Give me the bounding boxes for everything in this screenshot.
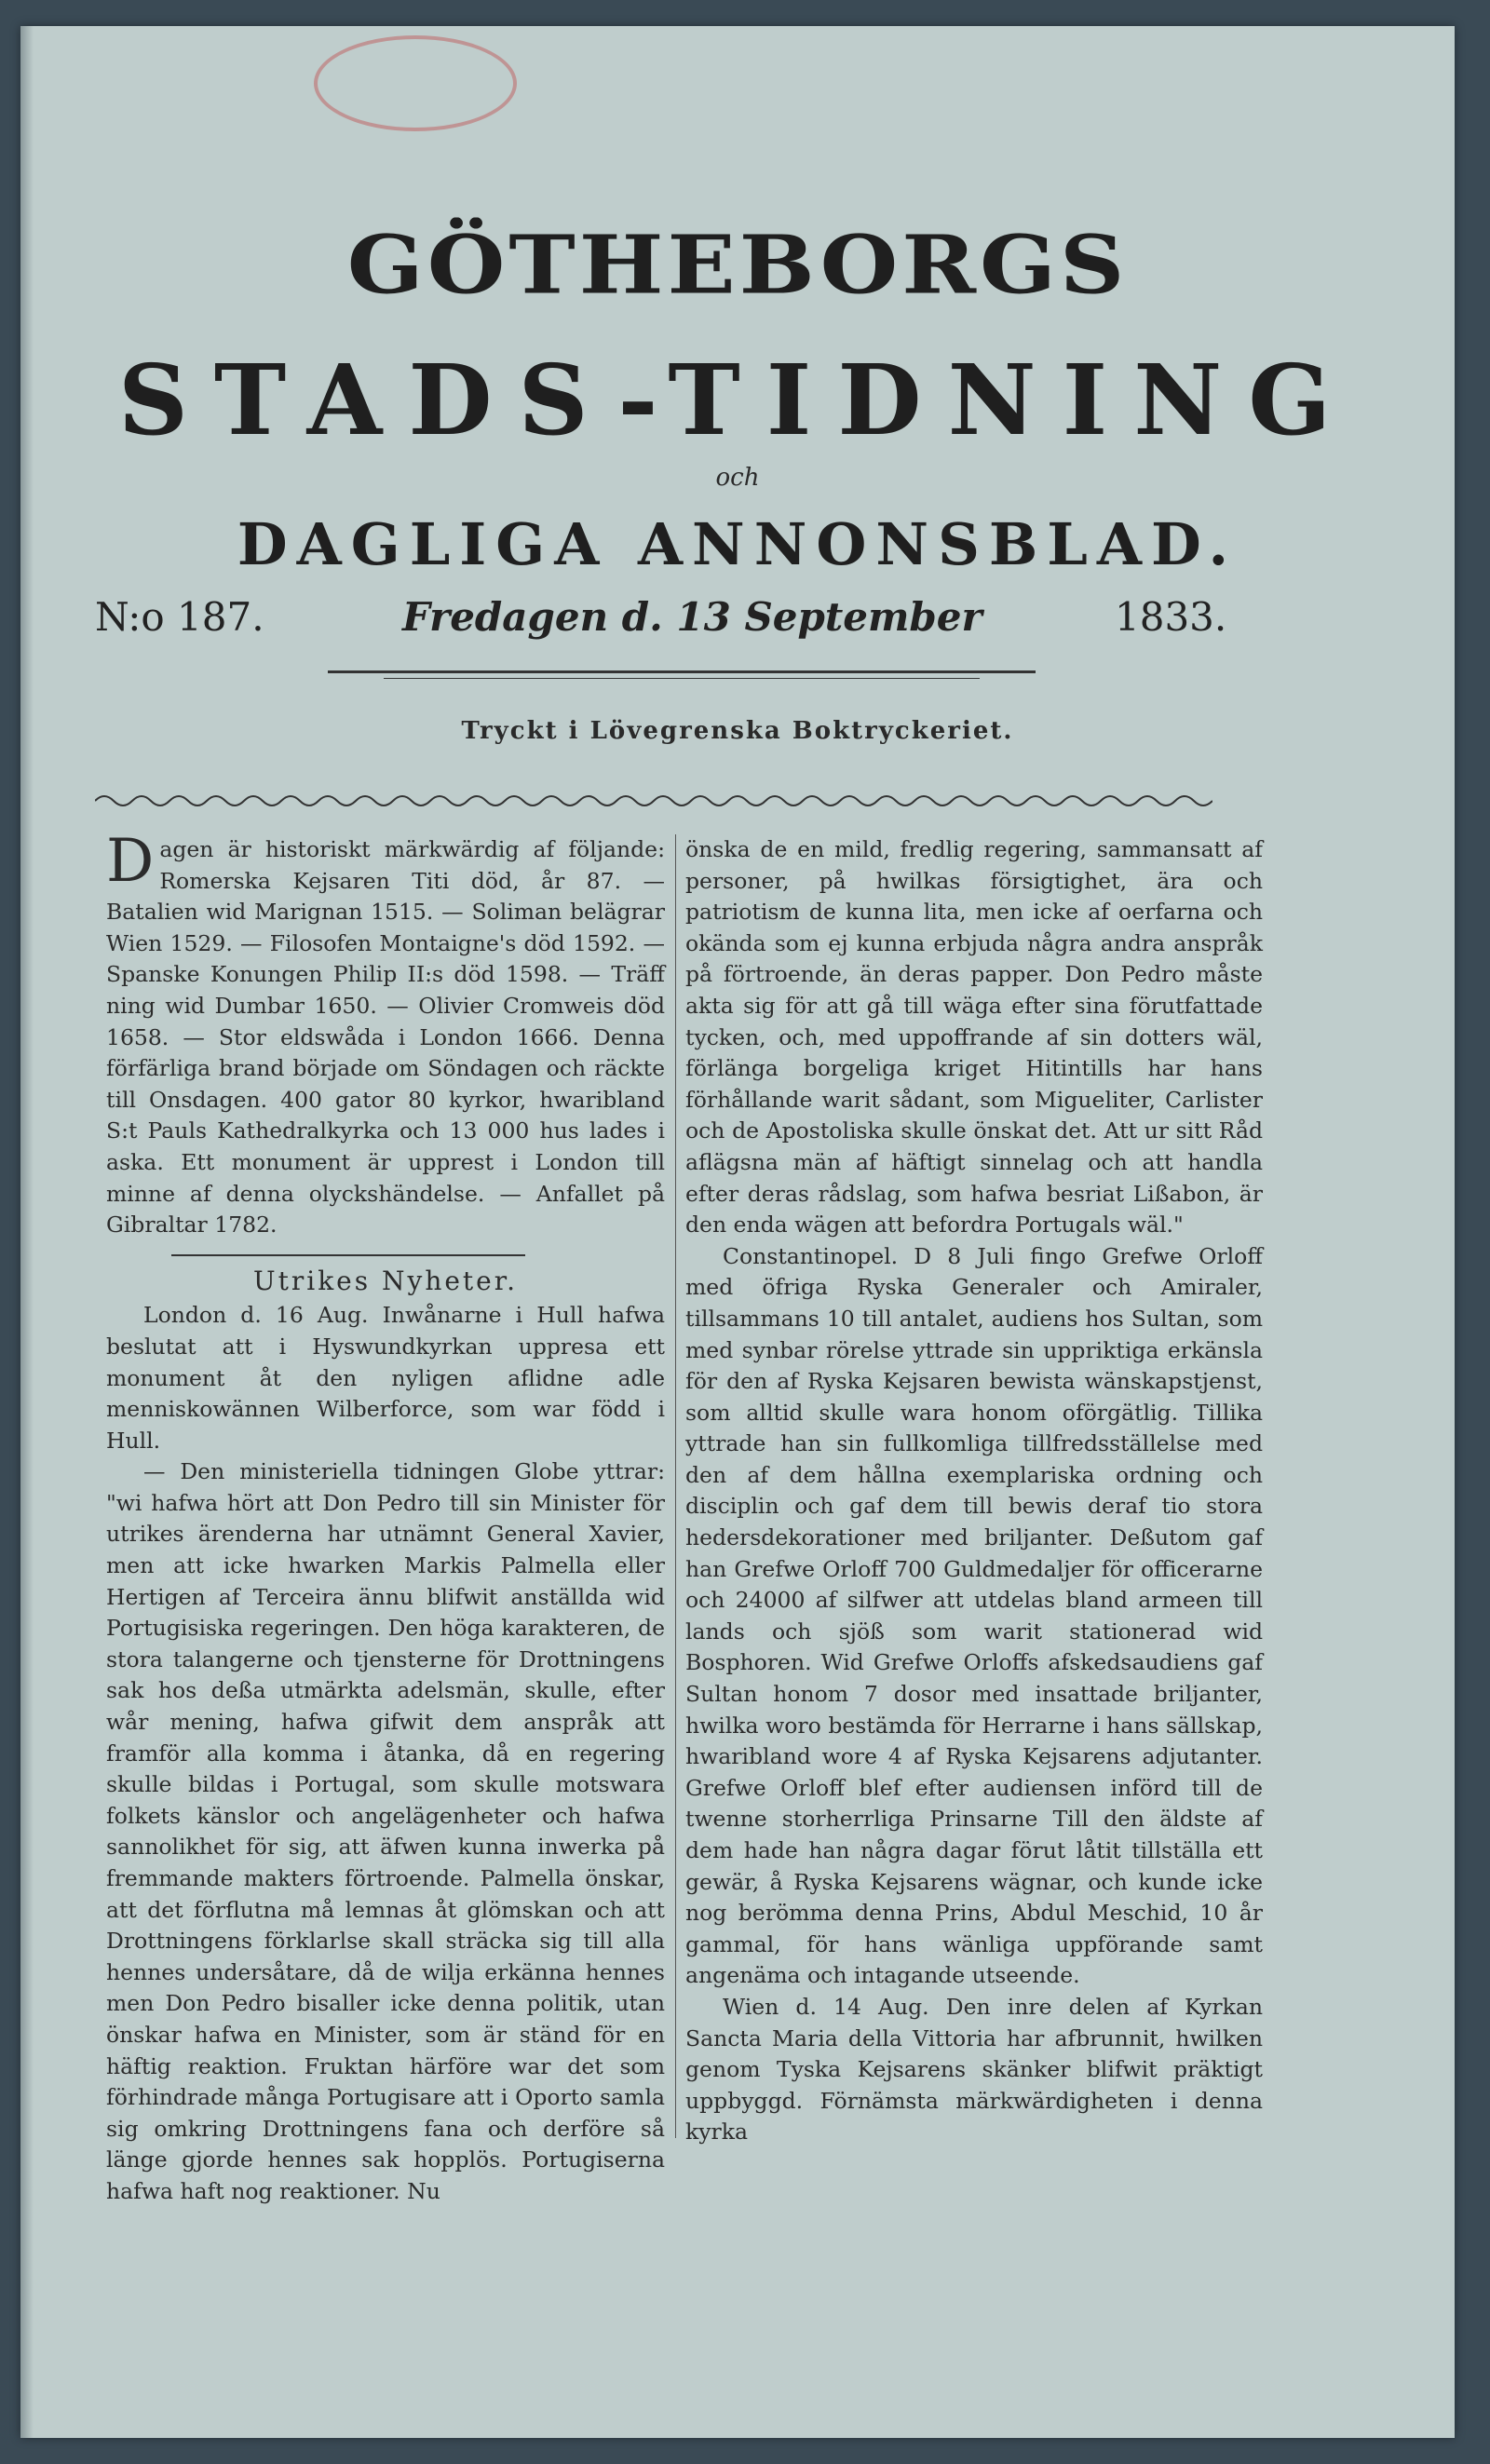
intro-text: agen är historiskt märkwärdig af följande: Romerska Kejsaren Titi död, år 87. — Batalien wid Marignan 1515. — Soliman belägrar Wien 1529. — Filosofen Montaigne's död 1592. — Spanske Konungen Philip II:s död 1598. — Träff ning wid Dumbar 1650. — Olivier Cromweis död 1658. — Stor eldswåda i London 1666. Denna förfärliga brand började om Söndagen och räckte till Onsdagen. 400 gator 80 kyrkor, hwaribland S:t Pauls Kathedralkyrka och 13 000 hus lades i aska. Ett monument är upprest i London till minne af denna olyckshändelse. — Anfallet på Gibraltar 1782. (106, 836, 665, 1239)
section-title: Utrikes Nyheter. (253, 1265, 518, 1296)
issue-year: 1833. (1115, 594, 1227, 640)
left-column (106, 827, 665, 2208)
masthead-och: och (715, 464, 760, 492)
issue-number: N:o 187. (95, 594, 264, 640)
right-column (685, 834, 1263, 2148)
newspaper-page (20, 26, 1455, 2438)
section-rule (171, 1254, 525, 1256)
header-rule-thin (384, 678, 980, 679)
article-paragraph: önska de en mild, fredlig regering, sammansatt af personer, på hwilkas försigtighet, ära och patriotism de kunna lita, men icke af oerfarna och okända som ej kunna erbjuda några andra anspråk på förtroende, än deras papper. Don Pedro måste akta sig för att gå till wäga efter sina förutfattade tycken, och, med uppoffrande af sin dotters wäl, förlänga borgeliga kriget Hitintills har hans förhållande warit sådant, som Migueliter, Carlister och de Apostoliska skulle önskat det. Att ur sitt Råd aflägsna män af häftigt sinnelag och att handla efter deras rådslag, som hafwa besriat Lißabon, är den enda wägen att befordra Portugals wäl." (685, 836, 1263, 1239)
intro-paragraph (106, 827, 665, 1241)
masthead-title-line1: GÖTHEBORGS (346, 217, 1129, 313)
library-stamp (314, 35, 517, 131)
header-rule (328, 670, 1036, 673)
drop-cap: D (106, 827, 155, 896)
wavy-divider (95, 790, 1212, 812)
printer-line: Tryckt i Lövegrenska Boktryckeriet. (461, 717, 1014, 745)
article-paragraph: Constantinopel. D 8 Juli fingo Grefwe Orloff med öfriga Ryska Generaler och Amiraler, tillsammans 10 till antalet, audiens hos Sultan, som med synbar rörelse yttrade sin uppriktiga erkänsla för den af Ryska Kejsaren bewista wänskapstjenst, som alltid skulle wara honom oförgätlig. Tillika yttrade han sin fullkomliga tillfredsställelse med den af dem hållna exemplariska ordning och disciplin och gaf dem till bewis deraf tio stora hedersdekorationer med briljanter. Deßutom gaf han Grefwe Orloff 700 Guldmedaljer för officerarne och 24000 af silfwer att utdelas bland armeen till lands och sjöß som warit stationerad wid Bosphoren. Wid Grefwe Orloffs afskedsaudiens gaf Sultan honom 7 dosor med insattade briljanter, hwilka woro bestämda för Herrarne i hans sällskap, hwaribland wore 4 af Ryska Kejsarens adjutanter. Grefwe Orloff blef efter audiensen införd till de twenne storherrliga Prinsarne Till den äldste af dem hade han några dagar förut låtit tillställa ett gewär, å Ryska Kejsarens wägnar, och kunde icke nog berömma denna Prins, Abdul Meschid, 10 år gammal, för hans wänliga uppförande samt angenäma och intagande utseende. (685, 1242, 1263, 1989)
article-paragraph: Wien d. 14 Aug. Den inre delen af Kyrkan Sancta Maria della Vittoria har afbrunnit, hwilken genom Tyska Kejsarens skänker blifwit präktigt uppbyggd. Förnämsta märkwärdigheten i denna kyrka (685, 1993, 1263, 2146)
article-paragraph: — Den ministeriella tidningen Globe yttrar: "wi hafwa hört att Don Pedro till sin Minister för utrikes ärenderna har utnämnt General Xavier, men att icke hwarken Markis Palmella eller Hertigen af Terceira ännu blifwit anställda wid Portugisiska regeringen. Den höga karakteren, de stora talangerne och tjensterne för Drottningens sak hos deßa utmärkta adelsmän, skulle, efter wår mening, hafwa gifwit dem anspråk att framför alla komma i åtanka, då en regering skulle bildas i Portugal, som skulle motswara folkets känslor och angelägenheter och hafwa sannolikhet för sig, att äfwen kunna inwerka på fremmande makters förtroende. Palmella önskar, att det förflutna må lemnas åt glömskan och att Drottningens förklarlse skall sträcka sig till alla hennes undersåtare, då de wilja erkänna hennes men Don Pedro bisaller icke denna politik, utan önskar hafwa en Minister, som är ständ för en häftig reaktion. Fruktan härföre war det som förhindrade många Portugisare att i Oporto samla sig omkring Drottningens fana och derföre så länge gjorde hennes sak hopplös. Portugiserna hafwa haft nog reaktioner. Nu (106, 1458, 665, 2204)
issue-date: Fredagen d. 13 September (402, 594, 982, 640)
masthead-title-line2: STADS-TIDNING (117, 343, 1358, 457)
article-paragraph: London d. 16 Aug. Inwånarne i Hull hafwa beslutat att i Hyswundkyrkan uppresa ett monument åt den nyligen aflidne adle menniskowännen Wilberforce, som war född i Hull. (106, 1302, 665, 1454)
column-divider (675, 834, 676, 2138)
masthead-title-line3: DAGLIGA ANNONSBLAD. (237, 510, 1239, 578)
